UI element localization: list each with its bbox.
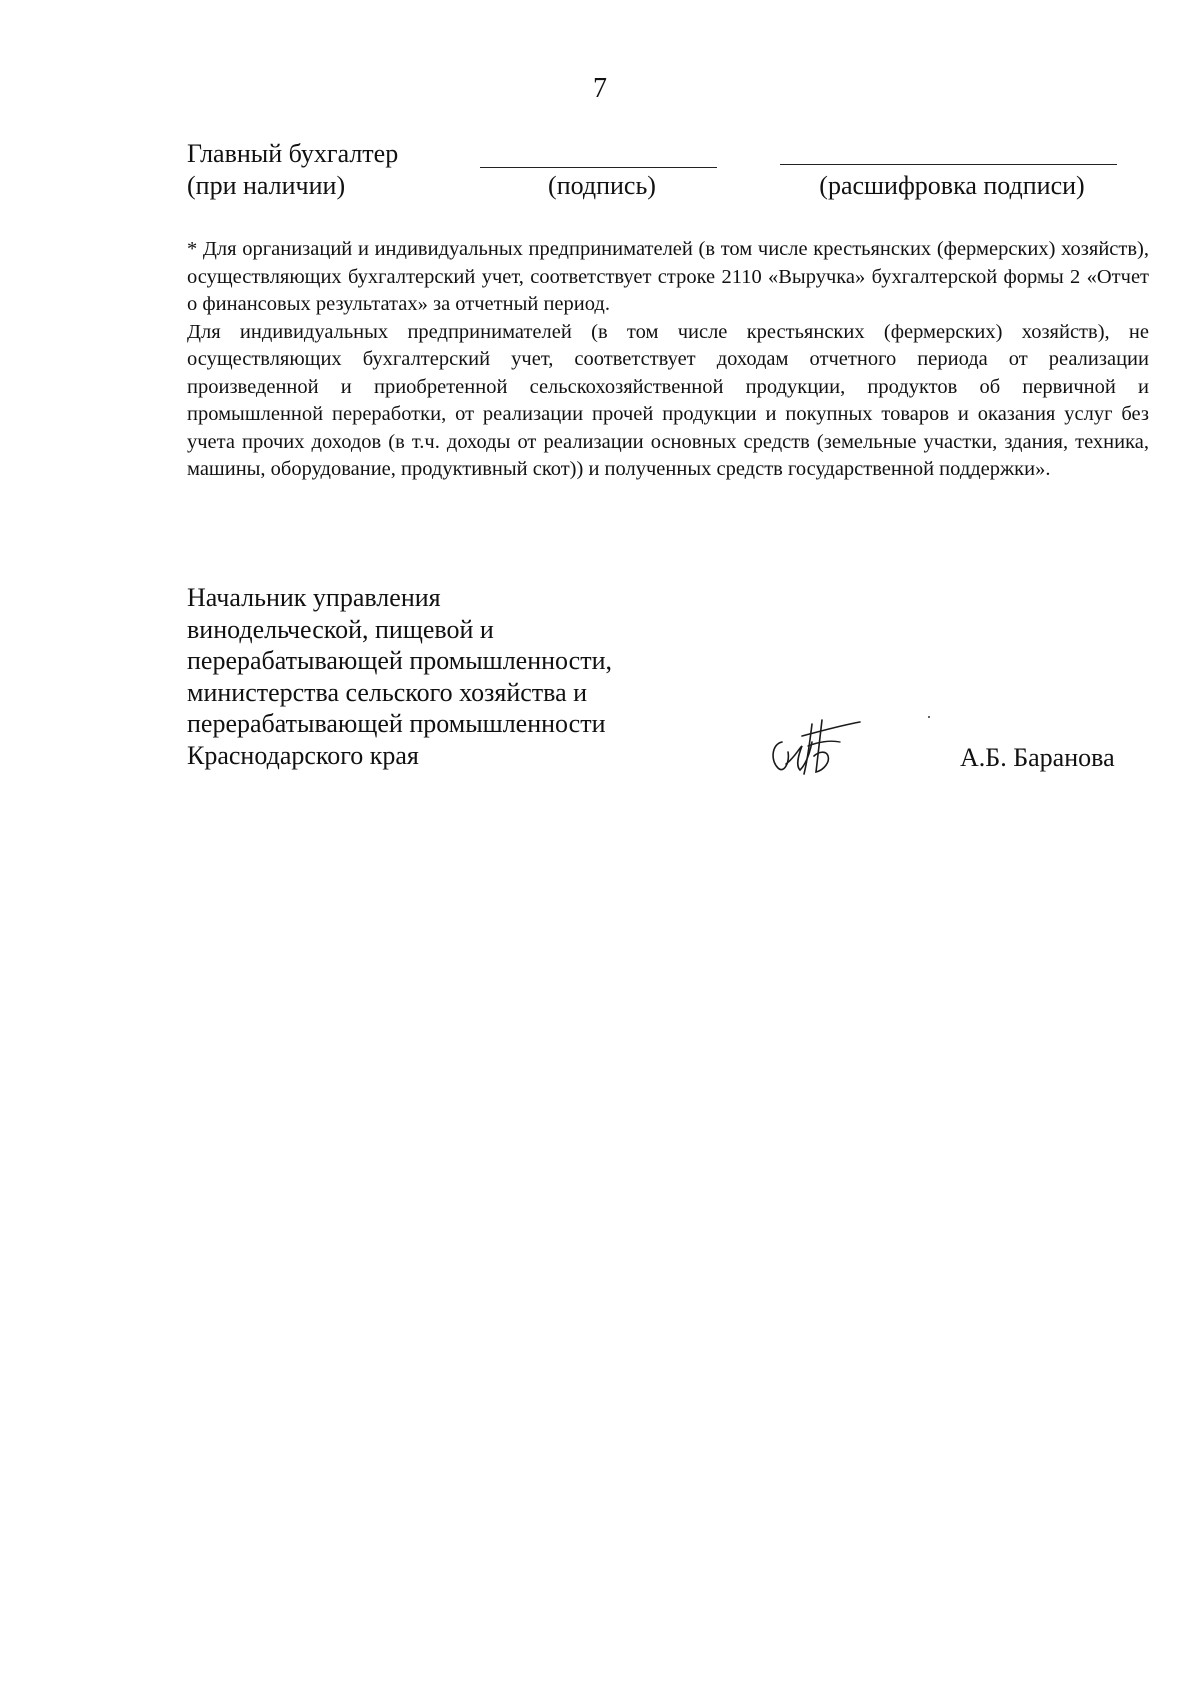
- footnote: [187, 236, 1149, 484]
- signer-name: А.Б. Баранова: [960, 743, 1115, 772]
- position-line: Начальник управления: [187, 583, 441, 612]
- position-line: Краснодарского края: [187, 740, 419, 770]
- chief-accountant-note: (при наличии): [187, 171, 346, 200]
- chief-accountant-signature-block: [187, 138, 1117, 218]
- signature-decoding-caption: (расшифровка подписи): [819, 171, 1085, 200]
- signature-caption: (подпись): [548, 171, 656, 200]
- official-position: [187, 582, 707, 771]
- handwritten-signature: [768, 712, 868, 782]
- position-line: перерабатывающей промышленности,: [187, 646, 613, 675]
- signature-decoding-line: [780, 164, 1117, 165]
- signature-line: [480, 167, 717, 168]
- position-line: винодельческой, пищевой и: [187, 614, 494, 644]
- footnote-paragraph-1: * Для организаций и индивидуальных предпринимателей (в том числе крестьянских (фермерских) хозяйств), осуществляющих бухгалтерский учет, соответствует строке 2110 «Выручка» бухгалтерской формы 2 «Отчет о финансовых результатах» за отчетный период.: [187, 238, 1149, 315]
- chief-accountant-label: [187, 138, 398, 202]
- position-line: перерабатывающей промышленности: [187, 709, 606, 738]
- position-line: министерства сельского хозяйства и: [187, 677, 588, 707]
- chief-accountant-title: Главный бухгалтер: [187, 139, 399, 168]
- footnote-paragraph-2: Для индивидуальных предпринимателей (в том числе крестьянских (фермерских) хозяйств), не осуществляющих бухгалтерский учет, соответствует доходам отчетного периода от реализации произведенной и приобретенной сельскохозяйственной продукции, продуктов об первичной и промышленной переработки, от реализации прочей продукции и покупных товаров и оказания услуг без учета прочих доходов (в т.ч. доходы от реализации основных средств (земельные участки, здания, техника, машины, оборудование, продуктивный скот)) и полученных средств государственной поддержки».: [187, 320, 1149, 480]
- ink-dot: [928, 716, 930, 718]
- page-number: 7: [593, 73, 607, 104]
